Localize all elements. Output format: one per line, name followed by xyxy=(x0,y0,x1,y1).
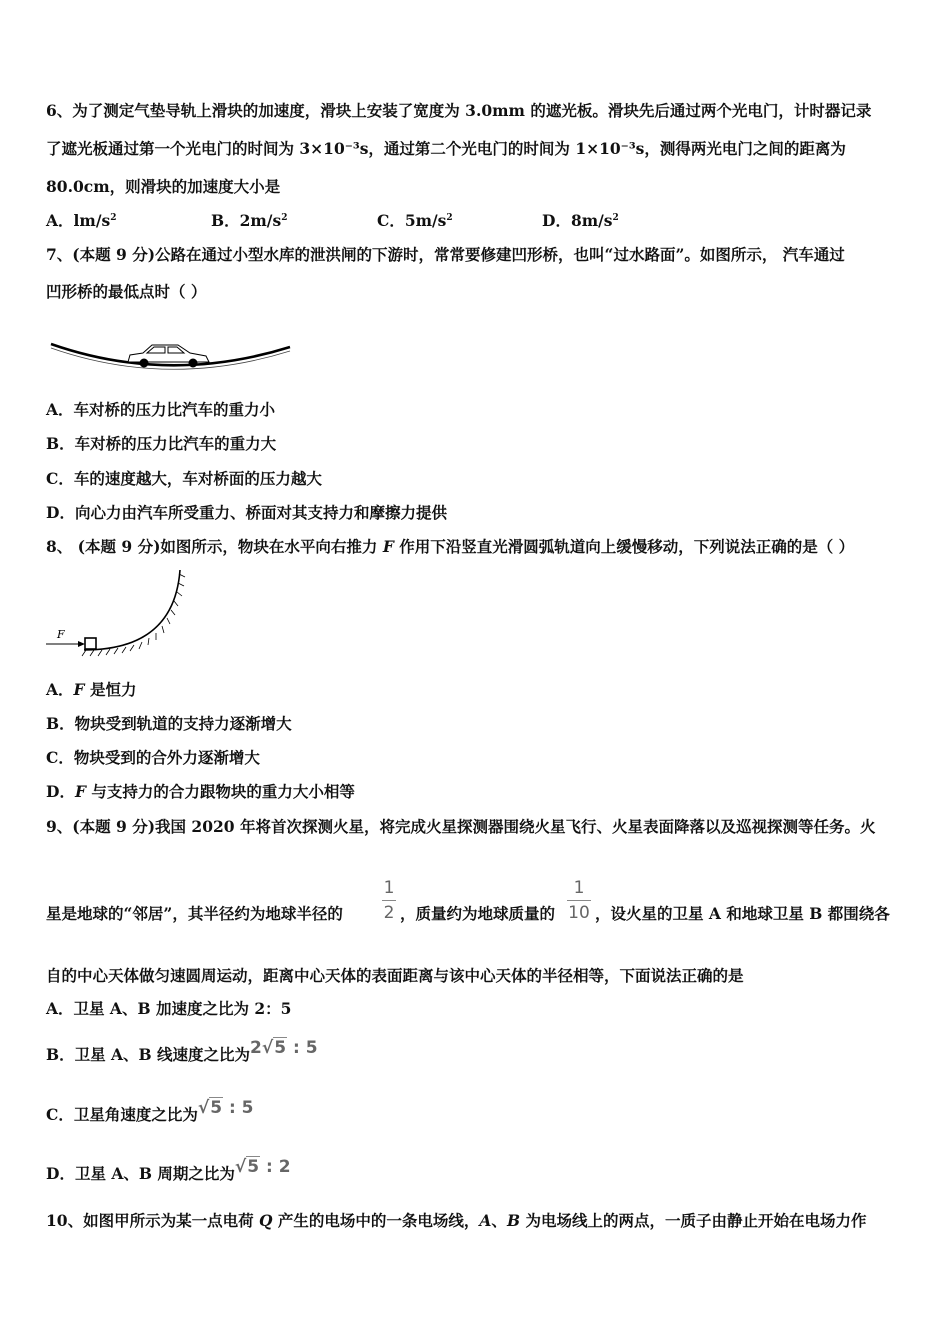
fraction-one-half: 1 2 xyxy=(383,878,395,923)
q9-option-c: C．卫星角速度之比为√5 : 5 xyxy=(46,1098,254,1124)
concave-bridge-figure xyxy=(48,335,293,375)
q6-option-d: D．$8m/s^2$ xyxy=(542,211,619,230)
q8-option-b: B．物块受到轨道的支持力逐渐增大 xyxy=(46,714,292,733)
q7-line-2: 凹形桥的最低点时（ ） xyxy=(46,282,207,301)
arrow-head-icon xyxy=(78,641,85,647)
q9-line-2c: ，设火星的卫星 A 和地球卫星 B 都围绕各 xyxy=(595,904,890,923)
ratio-expression-d: √5 : 2 xyxy=(234,1157,291,1177)
circular-track-figure xyxy=(44,568,189,660)
q8-option-c: C．物块受到的合外力逐渐增大 xyxy=(46,748,260,767)
q7-option-a: A．车对桥的压力比汽车的重力小 xyxy=(46,400,276,419)
fraction-one-tenth: 1 10 xyxy=(568,878,590,923)
q6-option-c: C．$5m/s^2$ xyxy=(377,211,453,230)
q7-option-c: C．车的速度越大，车对桥面的压力越大 xyxy=(46,469,322,488)
q8-option-d: D．F 与支持力的合力跟物块的重力大小相等 xyxy=(46,782,355,801)
q10-line-1: 10、如图甲所示为某一点电荷 Q 产生的电场中的一条电场线，A、B 为电场线上的两点，一质子由静止开始在电场力作 xyxy=(46,1211,867,1230)
q9-option-d: D．卫星 A、B 周期之比为√5 : 2 xyxy=(46,1157,291,1183)
q7-option-b: B．车对桥的压力比汽车的重力大 xyxy=(46,434,277,453)
q9-option-a: A．卫星 A、B 加速度之比为 2：5 xyxy=(46,999,292,1018)
q7-option-d: D．向心力由汽车所受重力、桥面对其支持力和摩擦力提供 xyxy=(46,503,447,522)
q9-option-b: B．卫星 A、B 线速度之比为2√5 : 5 xyxy=(46,1038,318,1064)
q7-line-1: 7、(本题 9 分)公路在通过小型水库的泄洪闸的下游时，常常要修建凹形桥，也叫“过水路面”。如图所示， 汽车通过 xyxy=(46,245,845,264)
block xyxy=(85,638,96,649)
q8-line-1: 8、 (本题 9 分)如图所示，物块在水平向右推力 F 作用下沿竖直光滑圆弧轨道向上缓慢移动，下列说法正确的是（ ） xyxy=(46,537,855,556)
track-hatching xyxy=(82,574,185,656)
q6-option-a: A．$lm/s^2$ xyxy=(46,211,117,230)
car-icon xyxy=(128,345,209,367)
q9-line-3: 自的中心天体做匀速圆周运动，距离中心天体的表面距离与该中心天体的半径相等，下面说法正确的是 xyxy=(46,966,744,985)
q9-line-1: 9、(本题 9 分)我国 2020 年将首次探测火星，将完成火星探测器围绕火星飞行、火星表面降落以及巡视探测等任务。火 xyxy=(46,817,876,836)
q6-line-3: 80.0cm，则滑块的加速度大小是 xyxy=(46,177,281,196)
q9-line-2a: 星是地球的“邻居”，其半径约为地球半径的 xyxy=(46,904,343,923)
ratio-expression-b: 2√5 : 5 xyxy=(250,1038,318,1058)
q8-option-a: A．F 是恒力 xyxy=(46,680,137,699)
q9-line-2b: ，质量约为地球质量的 xyxy=(400,904,556,923)
ratio-expression-c: √5 : 5 xyxy=(197,1098,254,1118)
q6-line-2: 了遮光板通过第一个光电门的时间为 3×10⁻³s，通过第二个光电门的时间为 1×10⁻³s，测得两光电门之间的距离为 xyxy=(46,139,846,158)
q6-line-1: 6、为了测定气垫导轨上滑块的加速度，滑块上安装了宽度为 3.0mm 的遮光板。滑块先后通过两个光电门，计时器记录 xyxy=(46,101,872,120)
force-label: F xyxy=(57,628,65,641)
q6-option-b: B．$2m/s^2$ xyxy=(211,211,288,230)
